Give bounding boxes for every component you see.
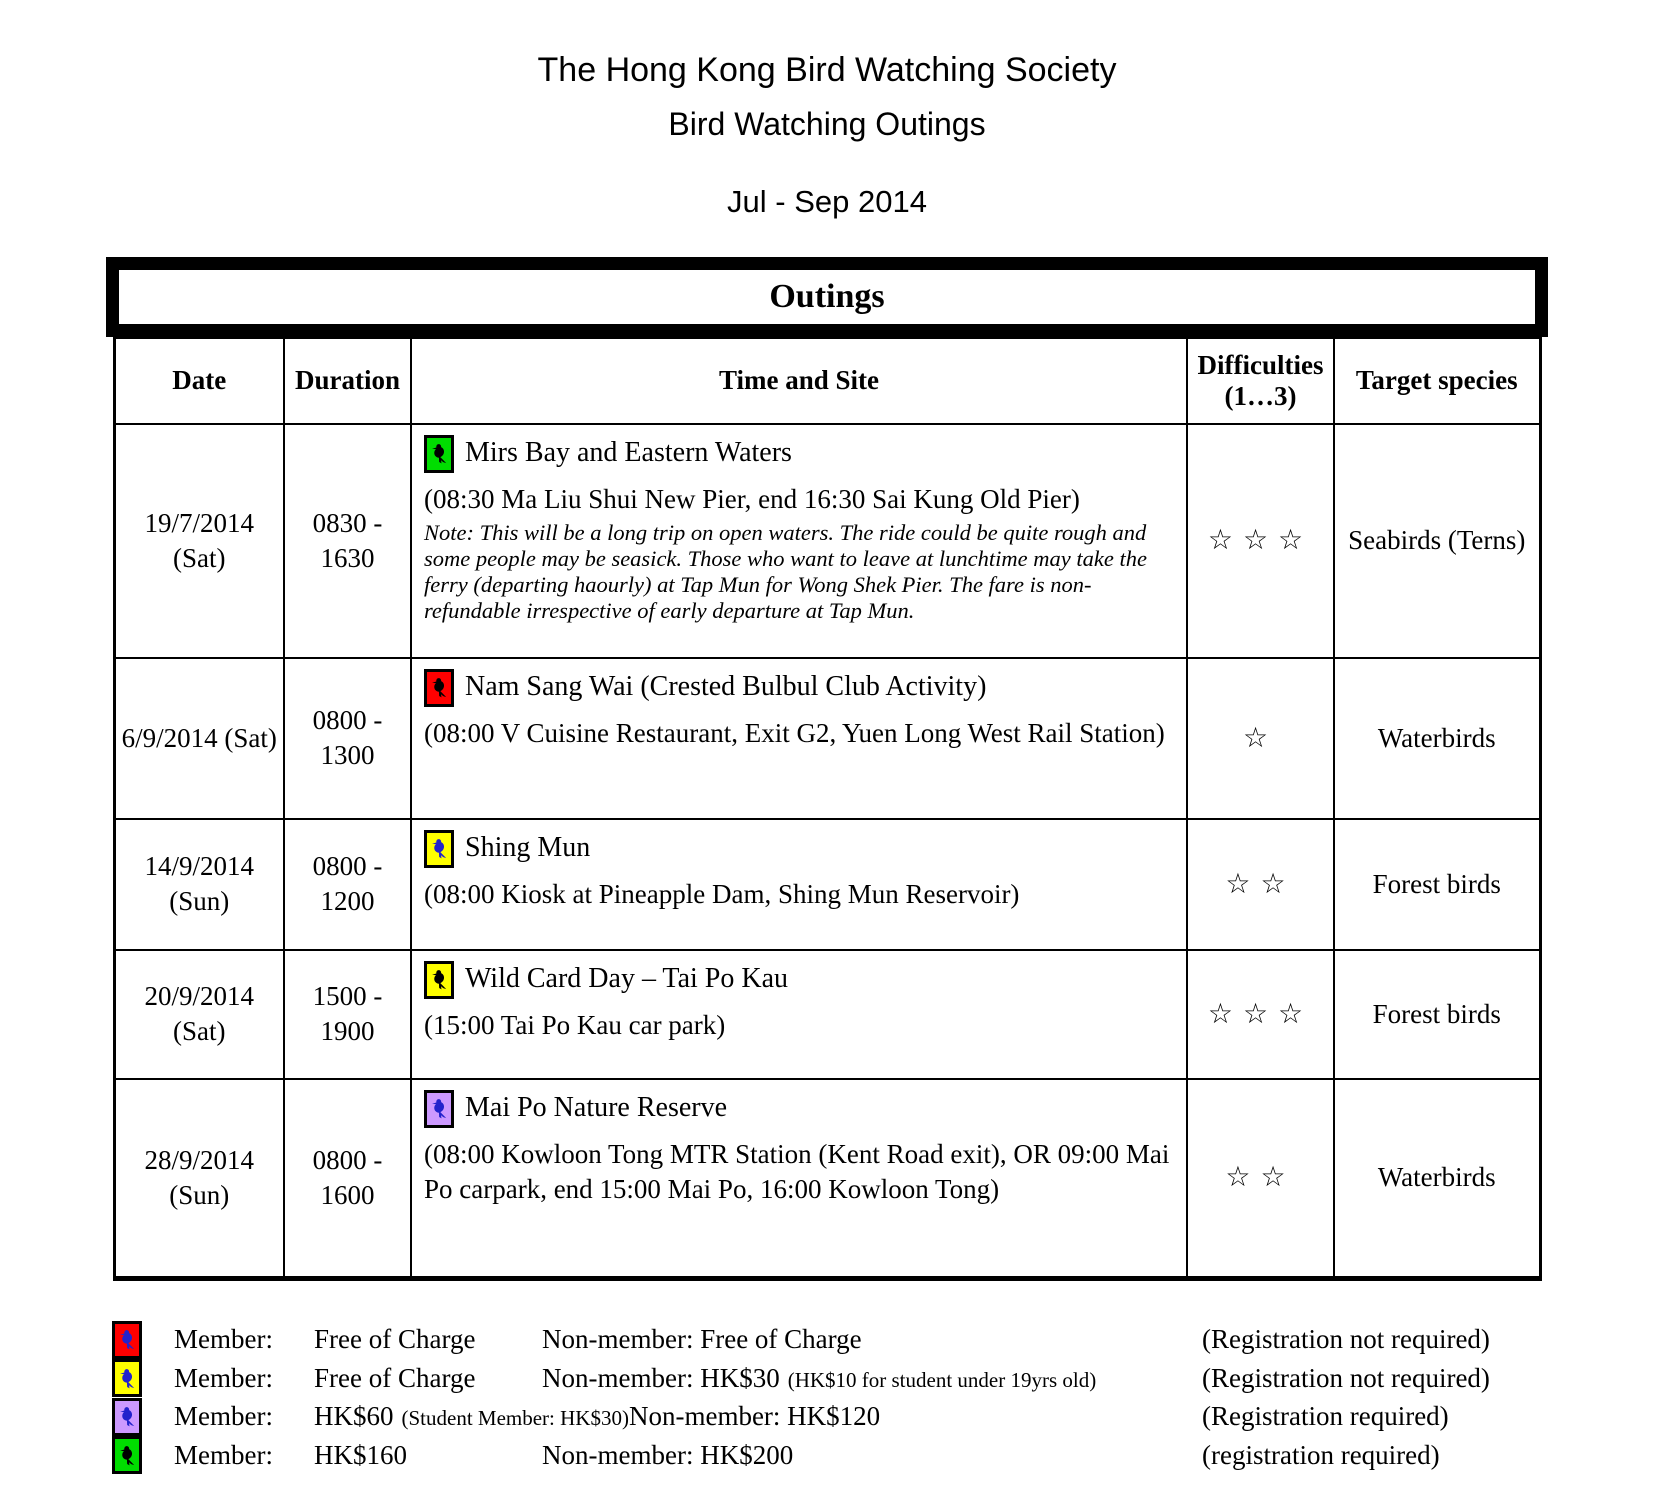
difficulty-stars: ☆☆ — [1187, 1079, 1334, 1279]
outings-table — [113, 337, 1542, 1281]
member-label: Member: — [174, 1324, 273, 1355]
outing-type-icon — [424, 830, 454, 868]
table-row — [114, 950, 1540, 1079]
date-cell: 19/7/2014 (Sat) — [114, 424, 284, 658]
duration-cell: 1500 - 1900 — [284, 950, 411, 1079]
time-site-cell — [411, 819, 1187, 950]
legend-row — [112, 1321, 1542, 1360]
table-row — [114, 658, 1540, 819]
outing-type-icon — [112, 1436, 142, 1474]
outing-details: (15:00 Tai Po Kau car park) — [424, 1009, 726, 1040]
outing-details: (08:00 Kiosk at Pineapple Dam, Shing Mun Reservoir) — [424, 878, 1020, 909]
outing-title: Wild Card Day – Tai Po Kau — [465, 963, 789, 995]
outing-title-line — [424, 961, 1174, 999]
member-price: HK$60 (Student Member: HK$30) — [314, 1401, 629, 1432]
legend-row — [112, 1359, 1542, 1398]
document-header — [0, 0, 1654, 219]
registration-note: (Registration not required) — [1202, 1362, 1490, 1393]
difficulty-stars: ☆☆ — [1187, 819, 1334, 950]
registration-note: (Registration not required) — [1202, 1324, 1490, 1355]
target-species-cell: Forest birds — [1334, 950, 1540, 1079]
duration-cell: 0830 - 1630 — [284, 424, 411, 658]
outing-title-line — [424, 1090, 1174, 1128]
difficulty-stars: ☆☆☆ — [1187, 424, 1334, 658]
page-title: The Hong Kong Bird Watching Society — [537, 51, 1117, 89]
column-header-target-species: Target species — [1334, 338, 1540, 424]
target-species-cell: Waterbirds — [1334, 658, 1540, 819]
time-site-cell — [411, 424, 1187, 658]
outing-details: (08:30 Ma Liu Shui New Pier, end 16:30 Sai Kung Old Pier) — [424, 483, 1080, 514]
legend-row — [112, 1398, 1542, 1437]
member-label: Member: — [174, 1401, 273, 1432]
legend-row — [112, 1436, 1542, 1475]
table-row — [114, 424, 1540, 658]
table-row — [114, 1079, 1540, 1279]
date-cell: 6/9/2014 (Sat) — [114, 658, 284, 819]
outing-type-icon — [424, 435, 454, 473]
outing-details: (08:00 Kowloon Tong MTR Station (Kent Road exit), OR 09:00 Mai Po carpark, end 15:00 Mai Po, 16:00 Kowloon Tong) — [424, 1138, 1170, 1204]
outing-type-icon — [112, 1321, 142, 1359]
outing-note: Note: This will be a long trip on open waters. The ride could be quite rough and some people may be seasick. Those who want to leave at lunchtime may take the ferry (departing haourly) at Tap Mun for Wong Shek Pier. The fare is non-refundable irrespective of early departure at Tap Mun. — [424, 519, 1147, 624]
outings-banner — [106, 257, 1548, 337]
outing-details: (08:00 V Cuisine Restaurant, Exit G2, Yuen Long West Rail Station) — [424, 717, 1165, 748]
pricing-legend — [112, 1321, 1542, 1475]
column-header-difficulties: Difficulties (1…3) — [1187, 338, 1334, 424]
time-site-cell — [411, 658, 1187, 819]
outing-title-line — [424, 830, 1174, 868]
duration-cell: 0800 - 1300 — [284, 658, 411, 819]
member-label: Member: — [174, 1362, 273, 1393]
outing-title: Mai Po Nature Reserve — [465, 1092, 728, 1124]
registration-note: (registration required) — [1202, 1439, 1440, 1470]
target-species-cell: Waterbirds — [1334, 1079, 1540, 1279]
duration-cell: 0800 - 1200 — [284, 819, 411, 950]
outing-type-icon — [424, 1090, 454, 1128]
outings-banner-title: Outings — [117, 268, 1537, 326]
outing-title: Shing Mun — [465, 832, 591, 864]
column-header-duration: Duration — [284, 338, 411, 424]
nonmember-price: Non-member: HK$200 — [542, 1439, 794, 1470]
outing-title: Nam Sang Wai (Crested Bulbul Club Activity) — [465, 671, 987, 703]
target-species-cell: Seabirds (Terns) — [1334, 424, 1540, 658]
nonmember-price: Non-member: HK$30 (HK$10 for student under 19yrs old) — [542, 1362, 1097, 1393]
nonmember-price: Non-member: Free of Charge — [542, 1324, 862, 1355]
difficulty-stars: ☆☆☆ — [1187, 950, 1334, 1079]
column-header-date: Date — [114, 338, 284, 424]
outings-table-section — [106, 257, 1548, 1281]
nonmember-price: Non-member: HK$120 — [628, 1401, 881, 1432]
date-cell: 28/9/2014 (Sun) — [114, 1079, 284, 1279]
outing-title-line — [424, 435, 1174, 473]
time-site-cell — [411, 1079, 1187, 1279]
table-row — [114, 819, 1540, 950]
outing-type-icon — [424, 669, 454, 707]
page-subtitle: Bird Watching Outings — [668, 106, 986, 143]
target-species-cell: Forest birds — [1334, 819, 1540, 950]
table-header-row — [114, 338, 1540, 424]
outing-title: Mirs Bay and Eastern Waters — [465, 437, 792, 469]
registration-note: (Registration required) — [1202, 1401, 1449, 1432]
column-header-time-site: Time and Site — [411, 338, 1187, 424]
time-site-cell — [411, 950, 1187, 1079]
member-price: Free of Charge — [314, 1362, 476, 1393]
outing-type-icon — [112, 1398, 142, 1436]
member-price: Free of Charge — [314, 1324, 476, 1355]
outing-type-icon — [112, 1359, 142, 1397]
difficulty-stars: ☆ — [1187, 658, 1334, 819]
date-cell: 20/9/2014 (Sat) — [114, 950, 284, 1079]
date-cell: 14/9/2014 (Sun) — [114, 819, 284, 950]
member-price: HK$160 — [314, 1439, 407, 1470]
duration-cell: 0800 - 1600 — [284, 1079, 411, 1279]
member-label: Member: — [174, 1439, 273, 1470]
outing-title-line — [424, 669, 1174, 707]
outing-type-icon — [424, 961, 454, 999]
period-label: Jul - Sep 2014 — [727, 183, 927, 219]
